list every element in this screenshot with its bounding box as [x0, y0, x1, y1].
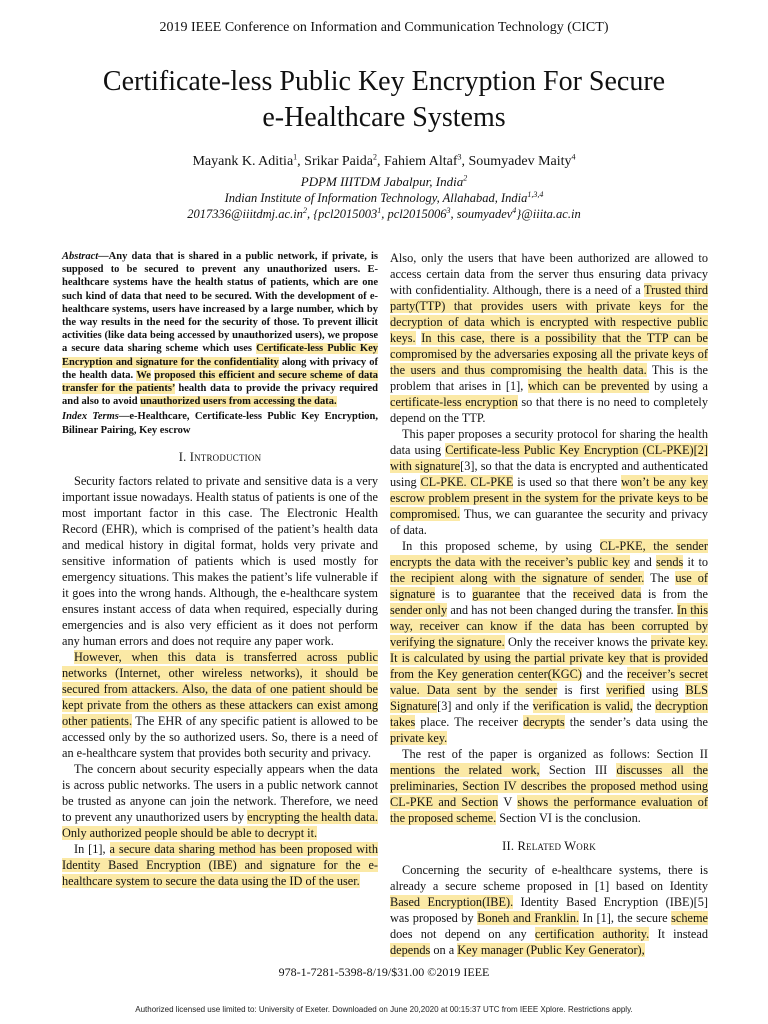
author-name: Mayank K. Aditia: [192, 154, 294, 169]
author-emails: $2017336@iiitdmj.ac.in^2$, {pcl2015003$^1$, pcl2015006$^3$, soumyadev$^4$}@iiita.ac.in: [187, 205, 581, 221]
paragraph: This paper proposes a security protocol for sharing the health data using Certificate-less Public Key Encryption (CL-PKE)[2] with signature[3], so that the data is encrypted and authenticated using CL-PKE. CL-PKE is used so that there won’t be any key escrow problem present in the system for the private keys to be compromised. Thus, we can guarantee the security and privacy of data.: [390, 427, 708, 537]
paragraph: In this proposed scheme, by using CL-PKE, the sender encrypts the data with the receiver’s public key and sends it to the recipient along with the signature of sender. The use of signature is to guarantee that the received data is from the sender only and has not been changed during the transfer. In this way, receiver can know if the data has been corrupted by verifying the signature. Only the receiver knows the private key. It is calculated by using the partial private key that is provided from the Key generation center(KGC) and the receiver’s secret value. Data sent by the sender is first verified using BLS Signature[3] and only if the verification is valid, the decryption takes place. The receiver decrypts the sender’s data using the private key.: [390, 539, 709, 745]
author-list: Mayank K. Aditia$^1$, Srikar Paida$^2$, Fahiem Altaf$^3$, Soumyadev Maity$^4$: [192, 152, 576, 169]
paragraph: In [1], a secure data sharing method has been proposed with Identity Based Encryption (IBE) and signature for the e-healthcare system to secure the data using the ID of the user.: [62, 841, 378, 888]
affiliation-1: PDPM IIITDM Jabalpur, India$^2$: [300, 173, 468, 189]
abstract: Abstract—Any data that is shared in a public network, if private, is supposed to be secured to prevent any unauthorized users. E-healthcare systems have the health status of patients, which are one such kind of data that need to be secured. With the development of e-healthcare systems, users have increased by a large number, which by the way results in the need for the security of those. To prevent illicit activities (like data being accessed by unauthorized users), we propose a secure data sharing scheme which uses Certificate-less Public Key Encryption and signature for the confidentiality along with privacy of the health data. We proposed this efficient and secure scheme of data transfer for the patients’ health data to provide the privacy required and also to avoid unauthorized users from accessing the data.: [62, 251, 379, 408]
title-line-2: e-Healthcare Systems: [262, 102, 506, 133]
section-heading-introduction: I. Introduction: [178, 449, 262, 464]
paper-title: [40, 64, 728, 136]
index-terms: Index Terms—e-Healthcare, Certificate-less Public Key Encryption, Bilinear Pairing, Key escrow: [62, 411, 379, 436]
paragraph: Also, only the users that have been authorized are allowed to access certain data from the server thus ensuring data privacy with confidentiality. Although, there is a need of a Trusted third party(TTP) that provides users with private keys for the decryption of data which is encrypted with respective public keys. In this case, there is a possibility that the TTP can be compromised by the adversaries exposing all the private keys of the users and thus compromising the health data. This is the problem that arises in [1], which can be prevented by using a certificate-less encryption so that there is no need to completely depend on the TTP.: [390, 251, 709, 425]
paragraph: The rest of the paper is organized as follows: Section II mentions the related work, Section III discusses all the preliminaries, Section IV describes the proposed method using CL-PKE and Section V shows the performance evaluation of the proposed scheme. Section VI is the conclusion.: [390, 747, 709, 825]
affiliation-2: Indian Institute of Information Technology, Allahabad, India$^{1,3,4}$: [224, 189, 544, 205]
author-name: Soumyadev Maity: [468, 154, 572, 169]
author-name: Fahiem Altaf: [384, 154, 458, 169]
right-column: [390, 250, 708, 958]
section-heading-related-work: II. Related Work: [502, 839, 596, 853]
paragraph: Concerning the security of e-healthcare systems, there is already a secure scheme proposed in [1] based on Identity Based Encryption(IBE). Identity Based Encryption (IBE)[5] was proposed by Boneh and Franklin. In [1], the secure scheme does not depend on any certification authority. It instead depends on a Key manager (Public Key Generator),: [390, 863, 708, 957]
paragraph: Security factors related to private and sensitive data is a very important issue nowadays. Health status of patients is one of the most important factor in this case. The Electronic Health Record (EHR), which is comprised of the patient’s health data and medical history in digital format, holds very private and sensitive information of patients which is used mostly for emergency situations. This makes the patient’s life vulnerable if it goes into the wrong hands. Although, the e-healthcare system ensures instant access of data when required, especially during emergencies and is also very efficient as it does not perform any human errors and does not require any paper work.: [62, 473, 378, 648]
paragraph: The concern about security especially appears when the data is across public networks. The users in a public network cannot be trusted as anyone can join the network. Therefore, we need to prevent any unauthorized users by encrypting the health data. Only authorized people should be able to decrypt it.: [62, 761, 378, 840]
conference-header: 2019 IEEE Conference on Information and Communication Technology (CICT): [159, 20, 609, 35]
left-column: [62, 250, 378, 889]
paragraph: However, when this data is transferred across public networks (Internet, other wireless networks), it should be secured from attackers. Also, the data of one patient should be kept private from the others as these attackers can exist among other patients. The EHR of any specific patient is allowed to be accessed only by the so authorized users. So, there is a need of an e-healthcare system that provides both security and privacy.: [62, 649, 378, 760]
author-name: Srikar Paida: [304, 154, 373, 169]
copyright-footer: 978-1-7281-5398-8/19/$31.00 ©2019 IEEE: [278, 965, 490, 979]
title-line-1: Certificate-less Public Key Encryption For Secure: [102, 66, 666, 97]
license-notice: Authorized licensed use limited to: University of Exeter. Downloaded on June 20,2020 at 00:15:37 UTC from IEEE Xplore. Restrictions apply.: [135, 1005, 633, 1014]
